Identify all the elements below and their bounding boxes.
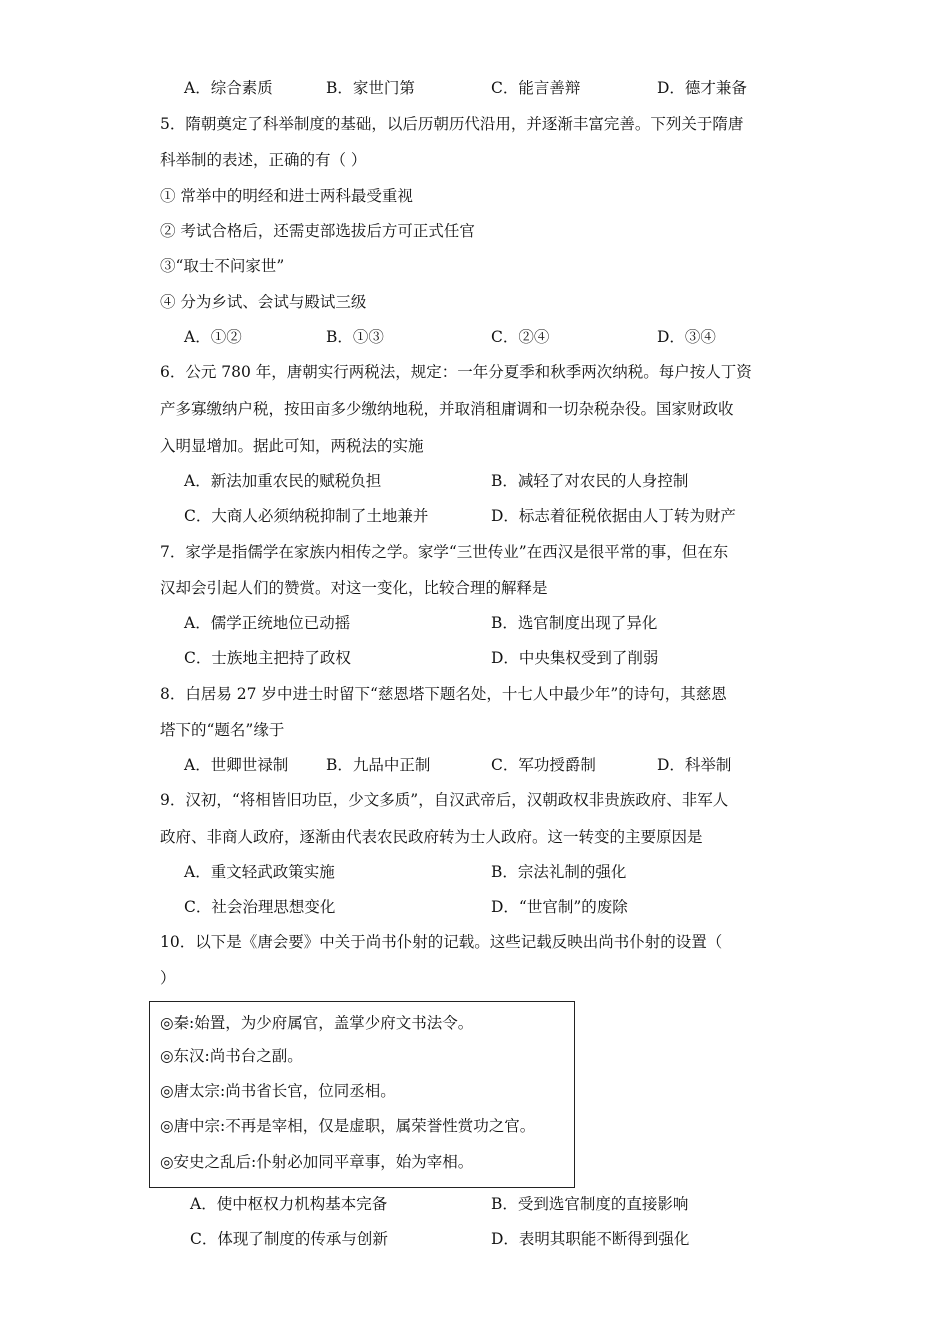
q5-option-b[interactable]: B．①③ xyxy=(326,328,384,346)
q10-material-box xyxy=(149,1001,575,1188)
q9-option-c[interactable]: C．社会治理思想变化 xyxy=(184,898,336,916)
q6-stem-cont-2: 入明显增加。据此可知，两税法的实施 xyxy=(160,437,424,455)
q7-stem: 7．家学是指儒学在家族内相传之学。家学“三世传业”在西汉是很平常的事，但在东 xyxy=(160,543,729,561)
q5-item-4: ④ 分为乡试、会试与殿试三级 xyxy=(160,293,367,311)
q7-option-b[interactable]: B．选官制度出现了异化 xyxy=(491,614,658,632)
q5-option-a[interactable]: A．①② xyxy=(184,328,242,346)
q10-material-line: ◎唐中宗:不再是宰相，仅是虚职，属荣誉性赏功之官。 xyxy=(160,1117,536,1135)
q8-option-c[interactable]: C．军功授爵制 xyxy=(491,756,596,774)
q6-stem-cont-1: 产多寡缴纳户税，按田亩多少缴纳地税，并取消租庸调和一切杂税杂役。国家财政收 xyxy=(160,400,734,418)
q7-option-a[interactable]: A．儒学正统地位已动摇 xyxy=(184,614,351,632)
q4-option-d[interactable]: D．德才兼备 xyxy=(657,79,747,97)
q6-option-b[interactable]: B．减轻了对农民的人身控制 xyxy=(491,472,689,490)
q10-option-d[interactable]: D．表明其职能不断得到强化 xyxy=(491,1230,690,1248)
q5-stem-cont: 科举制的表述，正确的有（ ） xyxy=(160,151,367,169)
q6-option-c[interactable]: C．大商人必须纳税抑制了土地兼并 xyxy=(184,507,429,525)
q6-option-a[interactable]: A．新法加重农民的赋税负担 xyxy=(184,472,382,490)
q4-option-c[interactable]: C．能言善辩 xyxy=(491,79,581,97)
q7-stem-cont: 汉却会引起人们的赞赏。对这一变化，比较合理的解释是 xyxy=(160,579,548,597)
q4-option-a[interactable]: A．综合素质 xyxy=(184,79,273,97)
q9-stem: 9．汉初，“将相皆旧功臣，少文多质”，自汉武帝后，汉朝政权非贵族政府、非军人 xyxy=(160,791,729,809)
q7-option-c[interactable]: C．士族地主把持了政权 xyxy=(184,649,351,667)
q9-option-a[interactable]: A．重文轻武政策实施 xyxy=(184,863,335,881)
q9-option-b[interactable]: B．宗法礼制的强化 xyxy=(491,863,627,881)
q5-item-3: ③“取士不问家世” xyxy=(160,257,285,275)
q8-option-b[interactable]: B．九品中正制 xyxy=(326,756,431,774)
q5-option-d[interactable]: D．③④ xyxy=(657,328,716,346)
q8-option-d[interactable]: D．科举制 xyxy=(657,756,732,774)
q6-option-d[interactable]: D．标志着征税依据由人丁转为财产 xyxy=(491,507,736,525)
q8-stem: 8．白居易 27 岁中进士时留下“慈恩塔下题名处，十七人中最少年”的诗句，其慈恩 xyxy=(160,685,727,703)
q6-stem: 6．公元 780 年，唐朝实行两税法，规定：一年分夏季和秋季两次纳税。每户按人丁资 xyxy=(160,363,752,381)
q10-material-line: ◎东汉:尚书台之副。 xyxy=(160,1047,303,1065)
q5-item-2: ② 考试合格后，还需吏部选拔后方可正式任官 xyxy=(160,222,475,240)
q8-stem-cont: 塔下的“题名”缘于 xyxy=(160,721,285,739)
q10-stem-cont: ） xyxy=(160,969,176,987)
q10-stem: 10．以下是《唐会要》中关于尚书仆射的记载。这些记载反映出尚书仆射的设置（ xyxy=(160,933,723,951)
q10-option-c[interactable]: C．体现了制度的传承与创新 xyxy=(190,1230,388,1248)
q9-option-d[interactable]: D．“世官制”的废除 xyxy=(491,898,628,916)
q8-option-a[interactable]: A．世卿世禄制 xyxy=(184,756,289,774)
q4-option-b[interactable]: B．家世门第 xyxy=(326,79,415,97)
q5-option-c[interactable]: C．②④ xyxy=(491,328,550,346)
q5-stem: 5．隋朝奠定了科举制度的基础，以后历朝历代沿用，并逐渐丰富完善。下列关于隋唐 xyxy=(160,115,744,133)
q10-material-line: ◎秦:始置，为少府属官，盖掌少府文书法令。 xyxy=(160,1014,474,1032)
q9-stem-cont: 政府、非商人政府，逐渐由代表农民政府转为士人政府。这一转变的主要原因是 xyxy=(160,828,703,846)
q10-material-line: ◎唐太宗:尚书省长官，位同丞相。 xyxy=(160,1082,396,1100)
q10-option-b[interactable]: B．受到选官制度的直接影响 xyxy=(491,1195,689,1213)
q7-option-d[interactable]: D．中央集权受到了削弱 xyxy=(491,649,659,667)
q5-item-1: ① 常举中的明经和进士两科最受重视 xyxy=(160,187,413,205)
q10-material-line: ◎安史之乱后:仆射必加同平章事，始为宰相。 xyxy=(160,1153,474,1171)
q10-option-a[interactable]: A．使中枢权力机构基本完备 xyxy=(190,1195,388,1213)
